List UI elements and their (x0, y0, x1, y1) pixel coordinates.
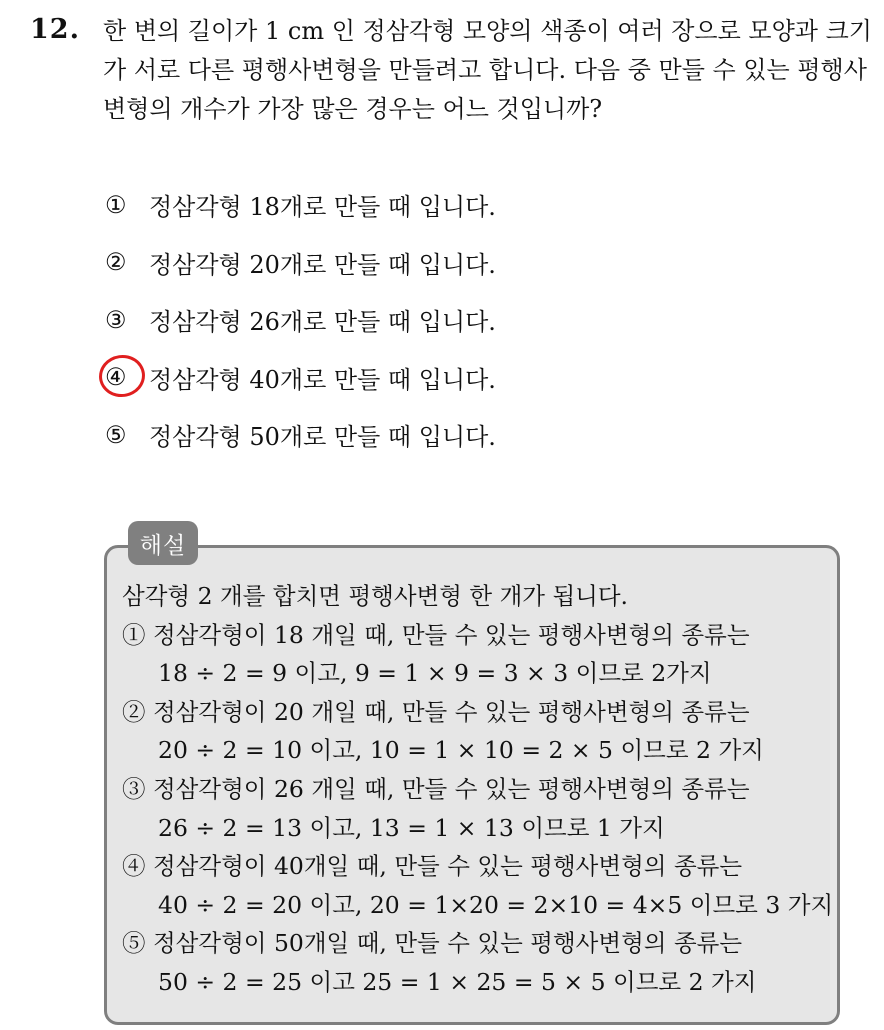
choice-1[interactable] (105, 176, 496, 234)
choice-4[interactable] (105, 349, 496, 407)
explanation-line: 18 ÷ 2 = 9 이고, 9 = 1 × 9 = 3 × 3 이므로 2가지 (158, 659, 712, 688)
explanation-intro: 삼각형 2 개를 합치면 평행사변형 한 개가 됩니다. (122, 582, 629, 610)
choice-mark: ③ (105, 305, 127, 334)
choice-mark: ② (105, 248, 127, 277)
answer-choices (105, 176, 496, 464)
choice-2[interactable] (105, 234, 496, 292)
explanation-line: 40 ÷ 2 = 20 이고, 20 = 1×20 = 2×10 = 4×5 이므로 3 가지 (158, 890, 834, 919)
choice-text: 정삼각형 20개로 만들 때 입니다. (149, 250, 496, 279)
explanation-line: ⑤ 정삼각형이 50개일 때, 만들 수 있는 평행사변형의 종류는 (122, 929, 743, 958)
explanation-line: 26 ÷ 2 = 13 이고, 13 = 1 × 13 이므로 1 가지 (158, 813, 665, 842)
question-text: 한 변의 길이가 1 cm 인 정삼각형 모양의 색종이 여러 장으로 모양과 크기가 서로 다른 평행사변형을 만들려고 합니다. 다음 중 만들 수 있는 평행사변형의 개수가 가장 많은 경우는 어느 것입니까? (103, 17, 872, 123)
choice-text: 정삼각형 18개로 만들 때 입니다. (149, 193, 496, 222)
explanation-line: ④ 정삼각형이 40개일 때, 만들 수 있는 평행사변형의 종류는 (122, 852, 743, 881)
choice-mark: ④ (105, 363, 149, 391)
explanation-line: ③ 정삼각형이 26 개일 때, 만들 수 있는 평행사변형의 종류는 (122, 774, 750, 803)
choice-mark: ① (105, 190, 127, 219)
answer-circle-mark (96, 352, 147, 400)
choice-text: 정삼각형 40개로 만들 때 입니다. (149, 365, 496, 394)
choice-text: 정삼각형 50개로 만들 때 입니다. (149, 423, 496, 452)
question-number: 12. (30, 14, 80, 45)
explanation-line: ② 정삼각형이 20 개일 때, 만들 수 있는 평행사변형의 종류는 (122, 697, 750, 726)
choice-3[interactable] (105, 291, 496, 349)
explanation-line: 20 ÷ 2 = 10 이고, 10 = 1 × 10 = 2 × 5 이므로 2 가지 (158, 736, 764, 765)
explanation-line: ① 정삼각형이 18 개일 때, 만들 수 있는 평행사변형의 종류는 (122, 620, 750, 649)
explanation-line: 50 ÷ 2 = 25 이고 25 = 1 × 25 = 5 × 5 이므로 2 가지 (158, 967, 757, 996)
choice-5[interactable] (105, 406, 496, 464)
choice-text: 정삼각형 26개로 만들 때 입니다. (149, 308, 496, 337)
choice-mark: ⑤ (105, 420, 127, 449)
explanation-label: 해설 (128, 521, 198, 565)
explanation-body (122, 577, 832, 1002)
